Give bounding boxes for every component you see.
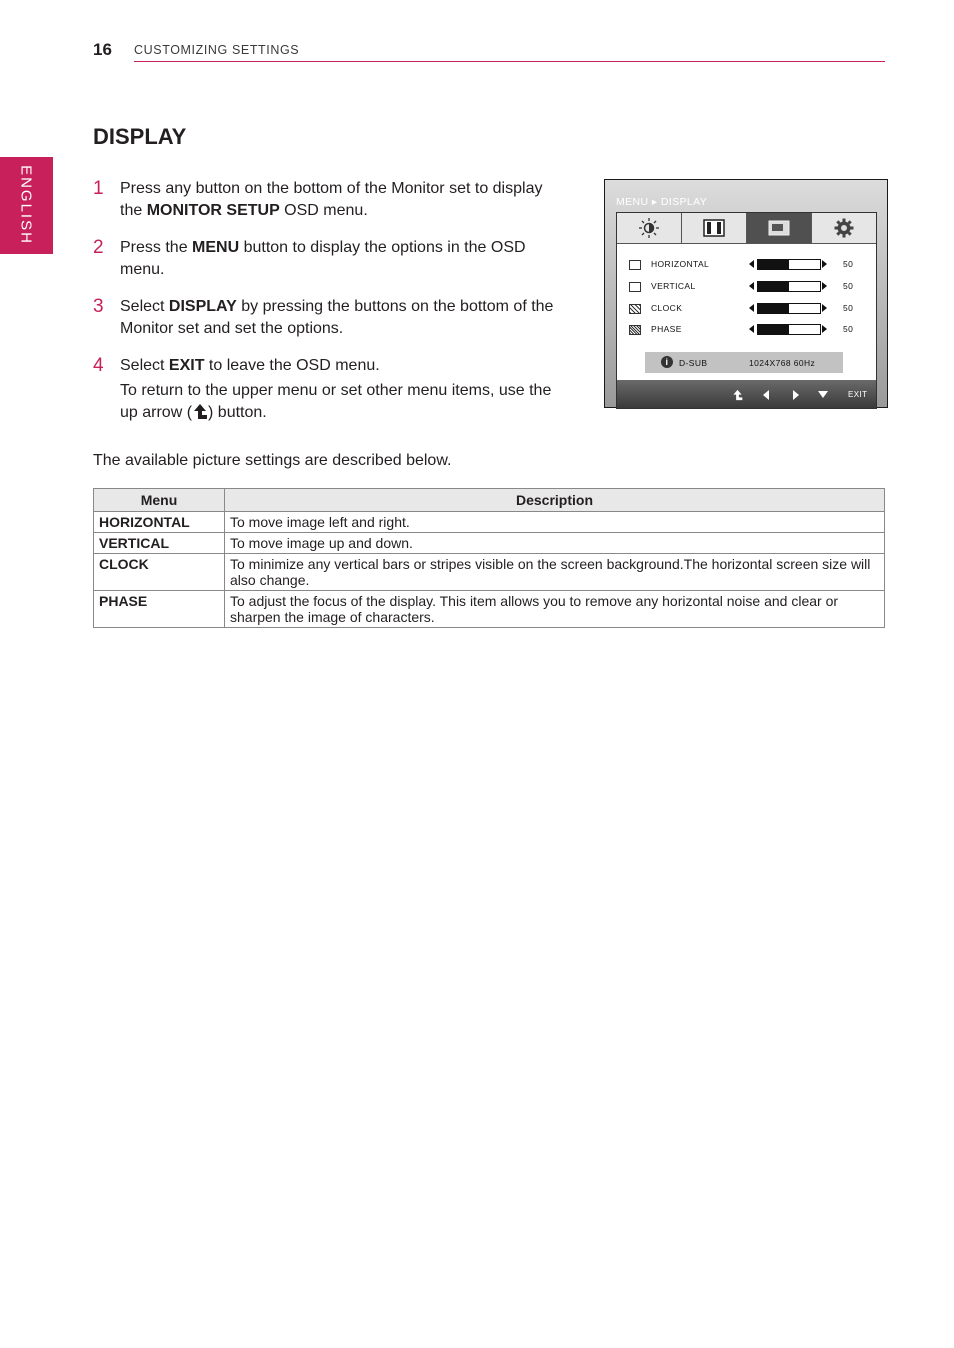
osd-row-value: 50 — [843, 303, 854, 313]
menu-cell: VERTICAL — [94, 533, 225, 554]
osd-row-label: HORIZONTAL — [651, 259, 710, 269]
right-arrow-icon — [792, 390, 799, 400]
osd-row-horizontal — [629, 258, 869, 272]
description-cell: To minimize any vertical bars or stripes visible on the screen background.The horizontal screen size will also change. — [225, 554, 885, 591]
table-header-row — [94, 489, 885, 512]
language-tab — [0, 157, 53, 254]
page-number: 16 — [93, 40, 112, 59]
info-icon: i — [661, 356, 673, 368]
right-arrow-icon — [822, 325, 827, 333]
down-arrow-icon — [818, 391, 828, 399]
step-number: 1 — [93, 178, 104, 199]
osd-row-value: 50 — [843, 324, 854, 334]
column-header: Description — [225, 489, 885, 512]
color-bars-icon — [703, 219, 725, 237]
input-source: D-SUB — [679, 358, 708, 368]
vertical-icon — [629, 282, 641, 292]
osd-exit-label: EXIT — [848, 390, 868, 399]
step-number: 2 — [93, 237, 104, 258]
osd-tab-settings — [812, 213, 876, 243]
menu-cell: HORIZONTAL — [94, 512, 225, 533]
osd-panel — [616, 212, 877, 409]
intro-text: The available picture settings are described below. — [93, 452, 452, 469]
phase-icon — [629, 325, 641, 335]
osd-slider — [757, 281, 821, 292]
display-icon — [768, 220, 790, 236]
gear-icon — [833, 217, 855, 239]
up-arrow-icon — [732, 389, 743, 401]
table-row — [94, 512, 885, 533]
description-cell: To move image up and down. — [225, 533, 885, 554]
description-cell: To move image left and right. — [225, 512, 885, 533]
table-row — [94, 591, 885, 628]
left-arrow-icon — [749, 304, 754, 312]
osd-row-vertical — [629, 280, 869, 294]
table-row — [94, 533, 885, 554]
osd-slider — [757, 303, 821, 314]
step-number: 4 — [93, 355, 104, 376]
right-arrow-icon — [822, 260, 827, 268]
step-item — [93, 355, 568, 424]
osd-slider — [757, 259, 821, 270]
section-title: CUSTOMIZING SETTINGS — [134, 43, 300, 57]
table-row — [94, 554, 885, 591]
description-cell: To adjust the focus of the display. This item allows you to remove any horizontal noise and clear or sharpen the image of characters. — [225, 591, 885, 628]
page-title: DISPLAY — [93, 124, 187, 149]
menu-cell: PHASE — [94, 591, 225, 628]
step-text: Select DISPLAY by pressing the buttons on the bottom of the Monitor set and set the options. — [120, 298, 554, 337]
column-header: Menu — [94, 489, 225, 512]
osd-tab-color — [682, 213, 747, 243]
osd-tab-bar — [617, 213, 876, 244]
step-number: 3 — [93, 296, 104, 317]
left-arrow-icon — [749, 260, 754, 268]
step-text: Select EXIT to leave the OSD menu. — [120, 357, 380, 374]
header-divider — [134, 61, 885, 62]
osd-row-label: PHASE — [651, 324, 682, 334]
left-arrow-icon — [749, 325, 754, 333]
osd-slider-fill — [758, 325, 789, 334]
brightness-icon — [638, 217, 660, 239]
osd-tab-display — [747, 213, 812, 243]
left-arrow-icon — [749, 282, 754, 290]
steps-list — [93, 178, 568, 439]
osd-row-clock — [629, 302, 869, 316]
osd-input-info — [645, 352, 843, 373]
osd-row-value: 50 — [843, 259, 854, 269]
osd-tab-picture — [617, 213, 682, 243]
osd-slider — [757, 324, 821, 335]
osd-row-phase — [629, 323, 869, 337]
step-item — [93, 178, 568, 222]
settings-table — [93, 488, 885, 628]
osd-slider-fill — [758, 260, 789, 269]
right-arrow-icon — [822, 304, 827, 312]
right-arrow-icon — [822, 282, 827, 290]
step-text: Press the MENU button to display the options in the OSD menu. — [120, 239, 526, 278]
osd-row-value: 50 — [843, 281, 854, 291]
osd-slider-fill — [758, 304, 789, 313]
input-resolution: 1024X768 60Hz — [749, 358, 816, 368]
left-arrow-icon — [763, 390, 770, 400]
up-arrow-icon — [192, 403, 208, 420]
clock-icon — [629, 304, 641, 314]
step-item — [93, 296, 568, 340]
osd-row-label: CLOCK — [651, 303, 683, 313]
step-item — [93, 237, 568, 281]
step-text: Press any button on the bottom of the Monitor set to display the MONITOR SETUP OSD menu. — [120, 180, 543, 219]
osd-slider-fill — [758, 282, 789, 291]
osd-button-bar — [617, 380, 876, 408]
menu-cell: CLOCK — [94, 554, 225, 591]
osd-row-label: VERTICAL — [651, 281, 696, 291]
language-tab-label: ENGLISH — [17, 165, 35, 245]
osd-breadcrumb: MENU ▸ DISPLAY — [616, 196, 708, 208]
horizontal-icon — [629, 260, 641, 270]
step-subtext: To return to the upper menu or set other menu items, use the up arrow ( ) button. — [120, 382, 552, 421]
osd-screenshot — [604, 179, 888, 408]
